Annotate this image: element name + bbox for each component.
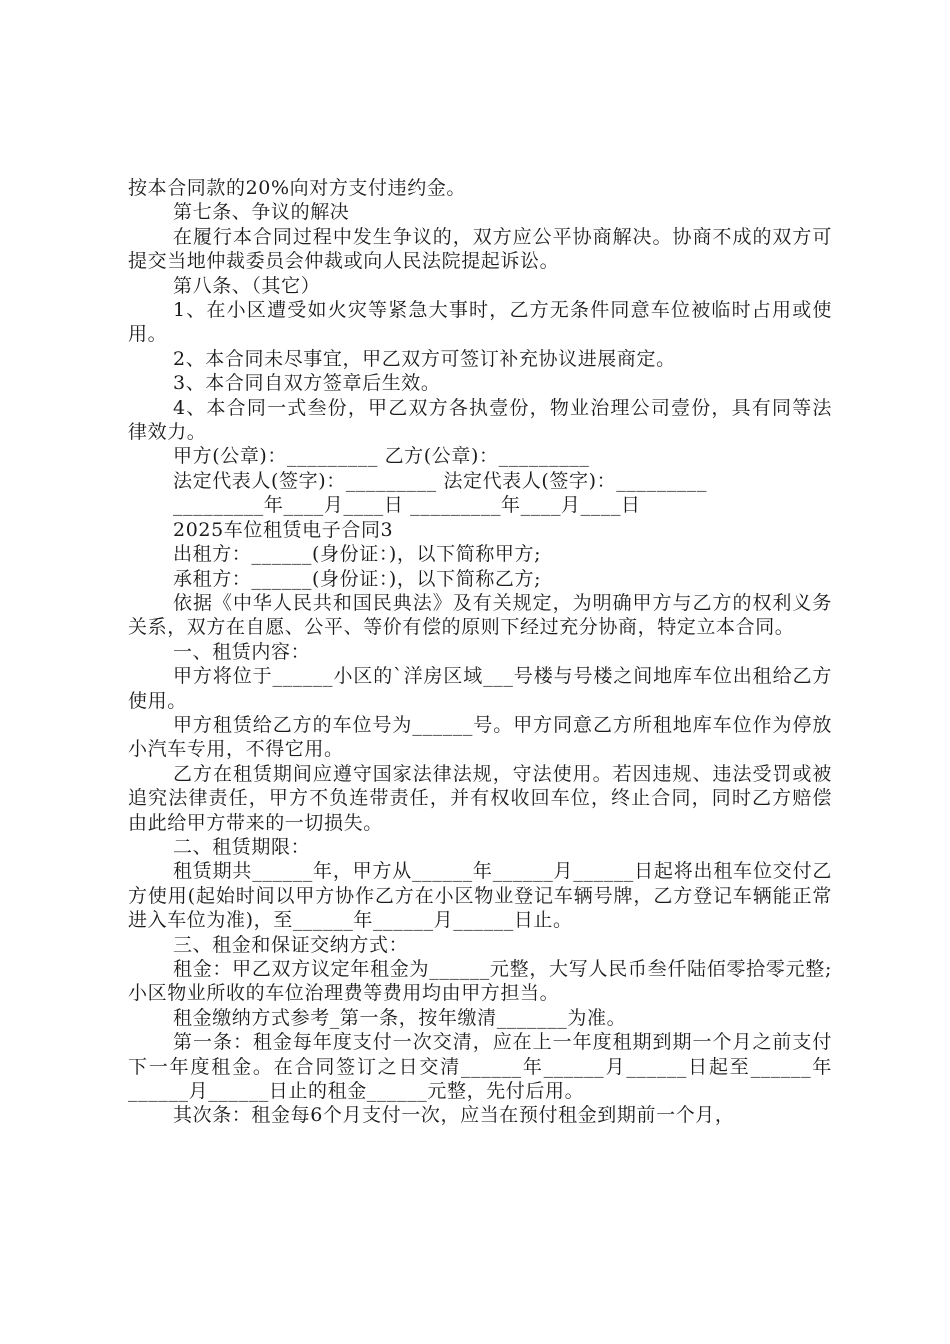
contract-paragraph: 第八条、（其它） [173, 274, 321, 297]
contract-paragraph: 承租方：______(身份证：)，以下简称乙方; [173, 567, 542, 590]
contract-paragraph: 2025车位租赁电子合同3 [173, 518, 394, 541]
contract-paragraph: 三、租金和保证交纳方式： [173, 933, 409, 956]
contract-paragraph: 租赁期共______年，甲方从______年______月______日起将出租车位交付乙方使用(起始时间以甲方协作乙方在小区物业登记车辆号牌，乙方登记车辆能正常进入车位为准)，至______年______月______日止。 [128, 860, 832, 932]
contract-paragraph: 乙方在租赁期间应遵守国家法律法规，守法使用。若因违规、违法受罚或被追究法律责任，甲方不负连带责任，并有权收回车位，终止合同，同时乙方赔偿由此给甲方带来的一切损失。 [128, 762, 832, 834]
contract-paragraph: 法定代表人(签字)：_________ 法定代表人(签字)：_________ [173, 469, 708, 492]
contract-paragraph: 4、本合同一式叁份，甲乙双方各执壹份，物业治理公司壹份，具有同等法律效力。 [128, 396, 832, 444]
contract-paragraph: 一、租赁内容： [173, 640, 311, 663]
contract-paragraph: 出租方：______(身份证：)，以下简称甲方; [173, 543, 542, 566]
contract-paragraph: 按本合同款的20%向对方支付违约金。 [128, 177, 467, 199]
contract-paragraph: 第七条、争议的解决 [173, 201, 350, 224]
contract-paragraph: 二、租赁期限： [173, 835, 311, 858]
contract-paragraph: 在履行本合同过程中发生争议的，双方应公平协商解决。协商不成的双方可提交当地仲裁委员会仲裁或向人民法院提起诉讼。 [128, 225, 832, 273]
contract-paragraph: 其次条：租金每6个月支付一次，应当在预付租金到期前一个月， [173, 1104, 735, 1127]
contract-paragraph: 甲方租赁给乙方的车位号为______号。甲方同意乙方所租地库车位作为停放小汽车专用，不得它用。 [128, 713, 832, 761]
contract-paragraph: 依据《中华人民共和国民典法》及有关规定，为明确甲方与乙方的权利义务关系，双方在自愿、公平、等价有偿的原则下经过充分协商，特定立本合同。 [128, 591, 832, 639]
contract-paragraph: 甲方将位于______小区的`洋房区域___号楼与号楼之间地库车位出租给乙方使用。 [128, 665, 832, 712]
contract-paragraph: 第一条：租金每年度支付一次交清，应在上一年度租期到期一个月之前支付下一年度租金。在合同签订之日交清______年______月______日起至______年______月______日止的租金______元整，先付后用。 [128, 1031, 832, 1103]
contract-paragraph: 甲方(公章)：_________ 乙方(公章)：_________ [173, 445, 590, 468]
contract-paragraph: 3、本合同自双方签章后生效。 [173, 372, 441, 395]
contract-paragraph: 租金：甲乙双方议定年租金为______元整，大写人民币叁仟陆佰零拾零元整;小区物业所收的车位治理费等费用均由甲方担当。 [128, 958, 832, 1005]
contract-paragraph: 1、在小区遭受如火灾等紧急大事时，乙方无条件同意车位被临时占用或使用。 [128, 299, 832, 346]
contract-paragraph: 租金缴纳方式参考_第一条，按年缴清_______为准。 [173, 1006, 627, 1029]
document-body [128, 176, 832, 1128]
contract-paragraph: _________年____月____日 _________年____月____日 [173, 494, 641, 517]
contract-paragraph: 2、本合同未尽事宜，甲乙双方可签订补充协议进展商定。 [173, 347, 676, 370]
